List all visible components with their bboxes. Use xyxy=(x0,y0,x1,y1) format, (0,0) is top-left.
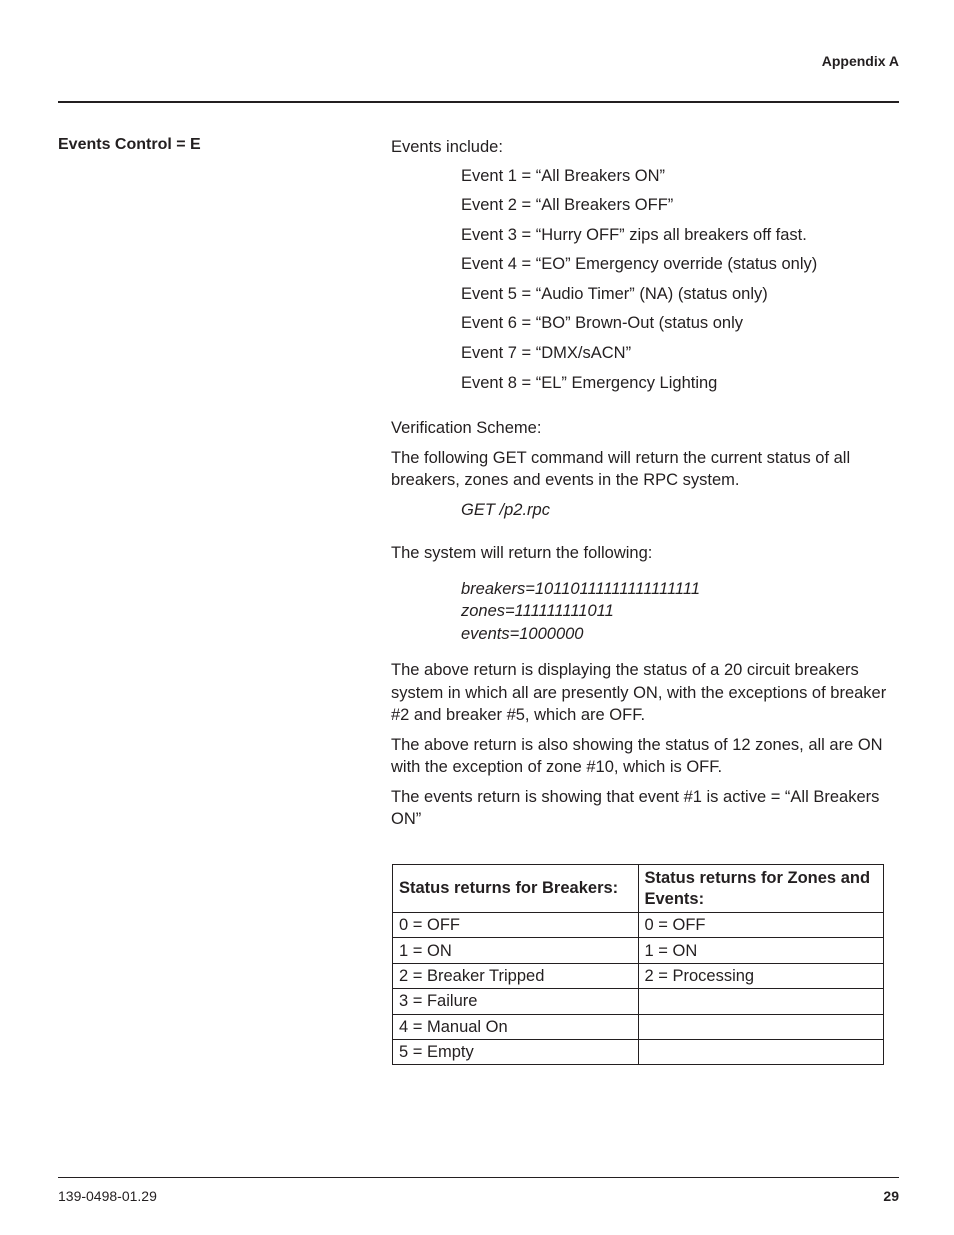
explain-breakers: The above return is displaying the status of a 20 circuit breakers system in which all are presently ON, with the exceptions of breaker #2 and breaker #5, which are OFF. xyxy=(391,661,887,725)
table-cell: 4 = Manual On xyxy=(393,1014,639,1039)
list-item: Event 5 = “Audio Timer” (NA) (status only) xyxy=(461,284,768,303)
events-return-line: events=1000000 xyxy=(461,624,584,643)
header-rule xyxy=(58,101,899,103)
footer-rule xyxy=(58,1177,899,1178)
table-header-row xyxy=(393,865,884,913)
list-item: Event 6 = “BO” Brown-Out (status only xyxy=(461,314,743,333)
return-output xyxy=(391,578,891,646)
list-item: Event 3 = “Hurry OFF” zips all breakers off fast. xyxy=(461,225,807,244)
breakers-header: Status returns for Breakers: xyxy=(393,865,639,913)
table-row xyxy=(393,913,884,938)
table-cell xyxy=(638,1039,884,1064)
table-row xyxy=(393,1039,884,1064)
events-list xyxy=(391,162,891,399)
table-cell xyxy=(638,1014,884,1039)
verification-heading: Verification Scheme: xyxy=(391,419,542,438)
table-cell: 2 = Processing xyxy=(638,963,884,988)
breakers-return-line: breakers=10110111111111111111 xyxy=(461,579,700,598)
list-item: Event 2 = “All Breakers OFF” xyxy=(461,196,674,215)
list-item: Event 8 = “EL” Emergency Lighting xyxy=(461,373,718,392)
document-number: 139-0498-01.29 xyxy=(58,1188,157,1204)
verification-text: The following GET command will return the current status of all breakers, zones and events in the RPC system. xyxy=(391,448,851,490)
table-cell: 0 = OFF xyxy=(393,913,639,938)
main-content xyxy=(391,136,891,831)
zones-return-line: zones=111111111011 xyxy=(461,602,614,621)
table-cell: 3 = Failure xyxy=(393,989,639,1014)
list-item: Event 4 = “EO” Emergency override (status only) xyxy=(461,255,818,274)
list-item: Event 1 = “All Breakers ON” xyxy=(461,166,666,185)
table-row xyxy=(393,1014,884,1039)
table-cell: 5 = Empty xyxy=(393,1039,639,1064)
table-cell: 1 = ON xyxy=(393,938,639,963)
table-row xyxy=(393,963,884,988)
section-title: Events Control = E xyxy=(58,136,201,153)
status-table xyxy=(392,864,884,1065)
page-number: 29 xyxy=(883,1188,899,1204)
table-cell: 0 = OFF xyxy=(638,913,884,938)
explain-zones: The above return is also showing the status of 12 zones, all are ON with the exception of zone #10, which is OFF. xyxy=(391,735,883,777)
explain-events: The events return is showing that event #1 is active = “All Breakers ON” xyxy=(391,787,880,829)
table-cell: 2 = Breaker Tripped xyxy=(393,963,639,988)
return-intro: The system will return the following: xyxy=(391,544,653,563)
table-cell: 1 = ON xyxy=(638,938,884,963)
table-row xyxy=(393,938,884,963)
get-command: GET /p2.rpc xyxy=(461,500,550,519)
table-cell xyxy=(638,989,884,1014)
table-row xyxy=(393,989,884,1014)
list-item: Event 7 = “DMX/sACN” xyxy=(461,344,632,363)
zones-events-header: Status returns for Zones and Events: xyxy=(638,865,884,913)
events-intro: Events include: xyxy=(391,138,503,156)
running-header: Appendix A xyxy=(821,53,899,69)
